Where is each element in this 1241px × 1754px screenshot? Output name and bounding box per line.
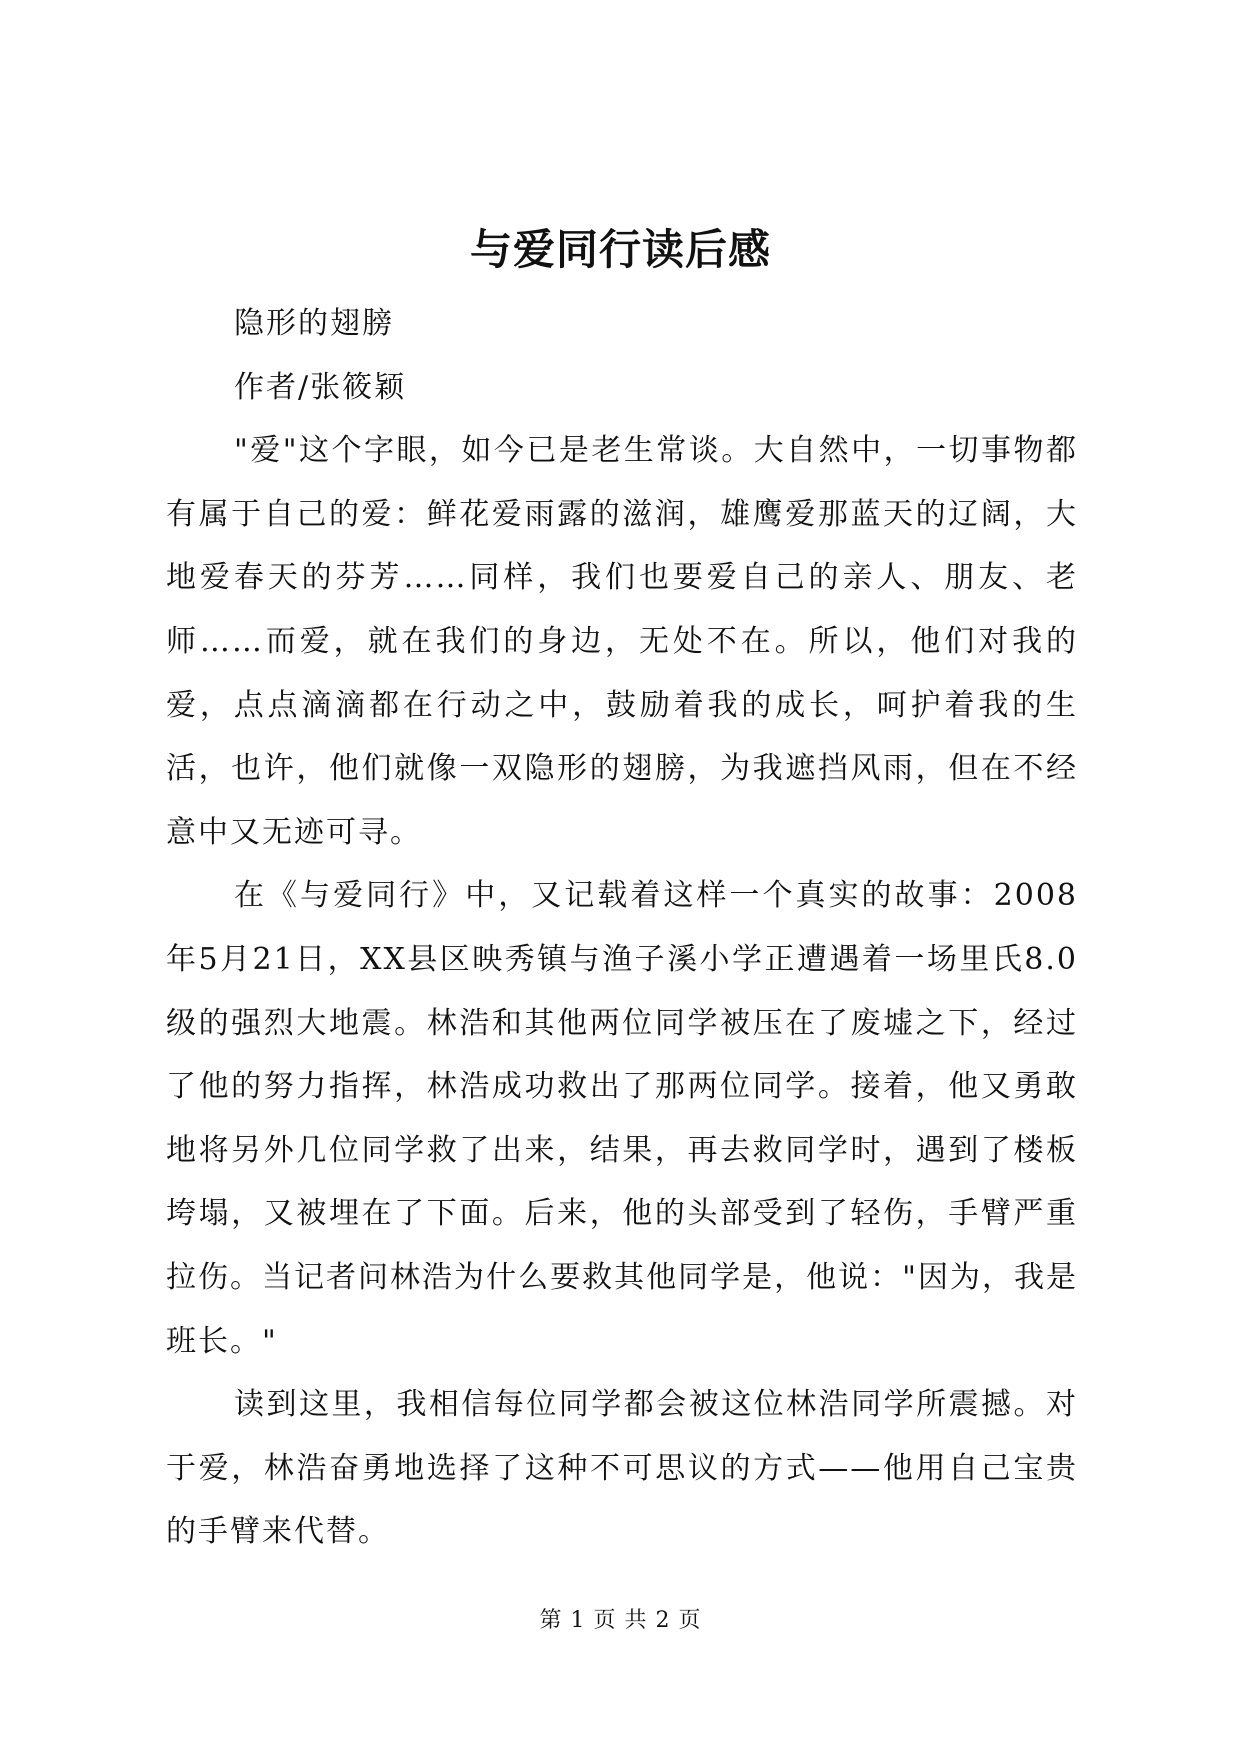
document-body bbox=[166, 292, 1078, 1564]
subtitle-paragraph: 隐形的翅膀 bbox=[234, 306, 394, 341]
body-paragraph-2: 在《与爱同行》中，又记载着这样一个真实的故事：2008年5月21日，XX县区映秀镇与渔子溪小学正遭遇着一场里氏8.0级的强烈大地震。林浩和其他两位同学被压在了废墟之下，经过了他的努力指挥，林浩成功救出了那两位同学。接着，他又勇敢地将另外几位同学救了出来，结果，再去救同学时，遇到了楼板垮塌，又被埋在了下面。后来，他的头部受到了轻伤，手臂严重拉伤。当记者问林浩为什么要救其他同学是，他说："因为，我是班长。" bbox=[166, 878, 1078, 1359]
body-paragraph-3: 读到这里，我相信每位同学都会被这位林浩同学所震撼。对于爱，林浩奋勇地选择了这种不可思议的方式——他用自己宝贵的手臂来代替。 bbox=[166, 1387, 1078, 1550]
document-title: 与爱同行读后感 bbox=[469, 225, 771, 274]
author-paragraph: 作者/张筱颖 bbox=[234, 369, 407, 405]
page-number-footer: 第 1 页 共 2 页 bbox=[539, 1608, 702, 1633]
body-paragraph-1: "爱"这个字眼，如今已是老生常谈。大自然中，一切事物都有属于自己的爱：鲜花爱雨露的滋润，雄鹰爱那蓝天的辽阔，大地爱春天的芬芳……同样，我们也要爱自己的亲人、朋友、老师……而爱，就在我们的身边，无处不在。所以，他们对我的爱，点点滴滴都在行动之中，鼓励着我的成长，呵护着我的生活，也许，他们就像一双隐形的翅膀，为我遮挡风雨，但在不经意中又无迹可寻。 bbox=[166, 433, 1078, 850]
